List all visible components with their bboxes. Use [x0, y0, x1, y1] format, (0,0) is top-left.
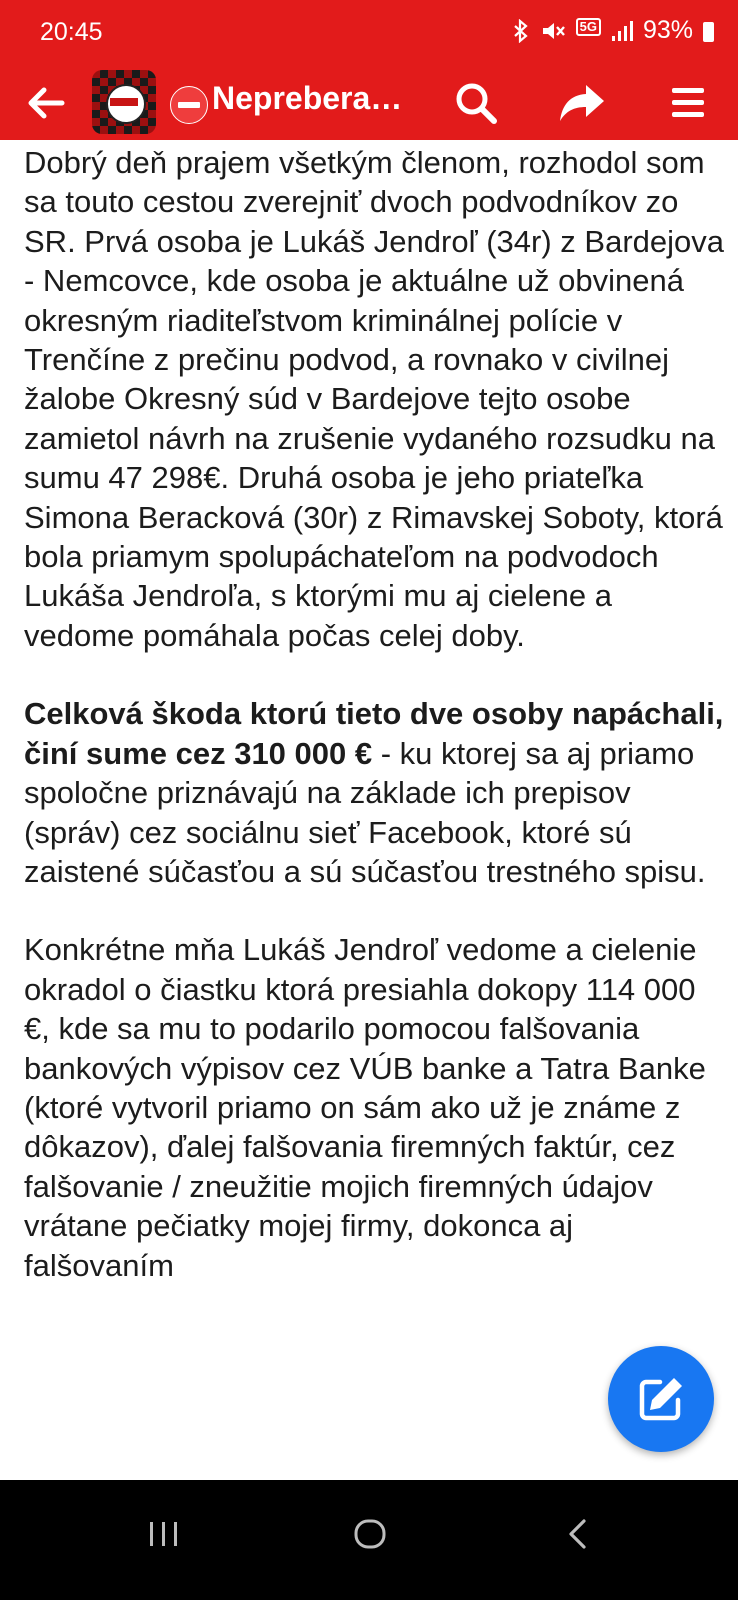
bluetooth-icon: [512, 19, 530, 43]
group-avatar[interactable]: [92, 70, 156, 134]
post-body: [24, 143, 724, 1473]
mute-icon: [540, 19, 566, 43]
share-icon[interactable]: [556, 79, 608, 127]
compose-fab-button[interactable]: [608, 1346, 714, 1452]
status-time: 20:45: [40, 18, 103, 46]
post-paragraph-2-rest: - ku ktorej sa aj priamo spoločne priznávajú na základe ich prepisov (správ) cez sociálnu sieť Facebook, ktoré sú zaistené súčasťou a sú súčasťou trestného spisu.: [24, 735, 706, 889]
post-paragraph-3: Konkrétne mňa Lukáš Jendroľ vedome a cielenie okradol o čiastku ktorá presiahla dokopy 114 000 €, kde sa mu to podarilo pomocou falšovania bankových výpisov cez VÚB banke a Tatra Banke (ktoré vytvoril priamo on sám ako už je známe z dôkazov), ďalej falšovania firemných faktúr, cez falšovanie / zneužitie mojich firemných údajov vrátane pečiatky mojej firmy, dokonca aj falšovaním: [24, 932, 706, 1283]
status-icons: [512, 16, 714, 45]
system-nav-bar: [0, 1480, 738, 1600]
search-icon[interactable]: [452, 79, 500, 127]
home-icon[interactable]: [352, 1516, 388, 1552]
edit-icon: [636, 1374, 686, 1424]
signal-icon: [611, 20, 633, 42]
post-paragraph-1: Dobrý deň prajem všetkým členom, rozhodol som sa touto cestou zverejniť dvoch podvodníkov zo SR. Prvá osoba je Lukáš Jendroľ (34r) z Bardejova - Nemcovce, kde osoba je aktuálne už obvinená okresným riaditeľstvom kriminálnej polície v Trenčíne z prečinu podvod, a rovnako v civilnej žalobe Okresný súd v Bardejove tejto osobe zamietol návrh na zrušenie vydaného rozsudku na sumu 47 298€. Druhá osoba je jeho priateľka Simona Beracková (30r) z Rimavskej Soboty, ktorá bola priamym spolupáchateľom na podvodoch Lukáša Jendroľa, s ktorými mu aj cielene a vedome pomáhala počas celej doby.: [24, 145, 724, 653]
group-title[interactable]: Neprebera…: [212, 80, 403, 116]
arrow-left-icon[interactable]: [22, 79, 70, 127]
recent-apps-icon[interactable]: [146, 1516, 182, 1552]
battery-icon: [703, 22, 714, 42]
battery-percent: 93%: [642, 16, 693, 44]
post-paragraph-2: [24, 694, 724, 891]
back-icon[interactable]: [560, 1516, 596, 1552]
network-5g-icon: 5G: [576, 18, 601, 36]
no-entry-icon: [170, 86, 208, 124]
app-bar: [0, 66, 738, 140]
post-paragraph-2-bold: Celková škoda ktorú tieto dve osoby napáchali, činí sume cez 310 000 €: [24, 696, 724, 771]
status-bar: [0, 0, 738, 66]
hamburger-icon[interactable]: [664, 79, 712, 127]
